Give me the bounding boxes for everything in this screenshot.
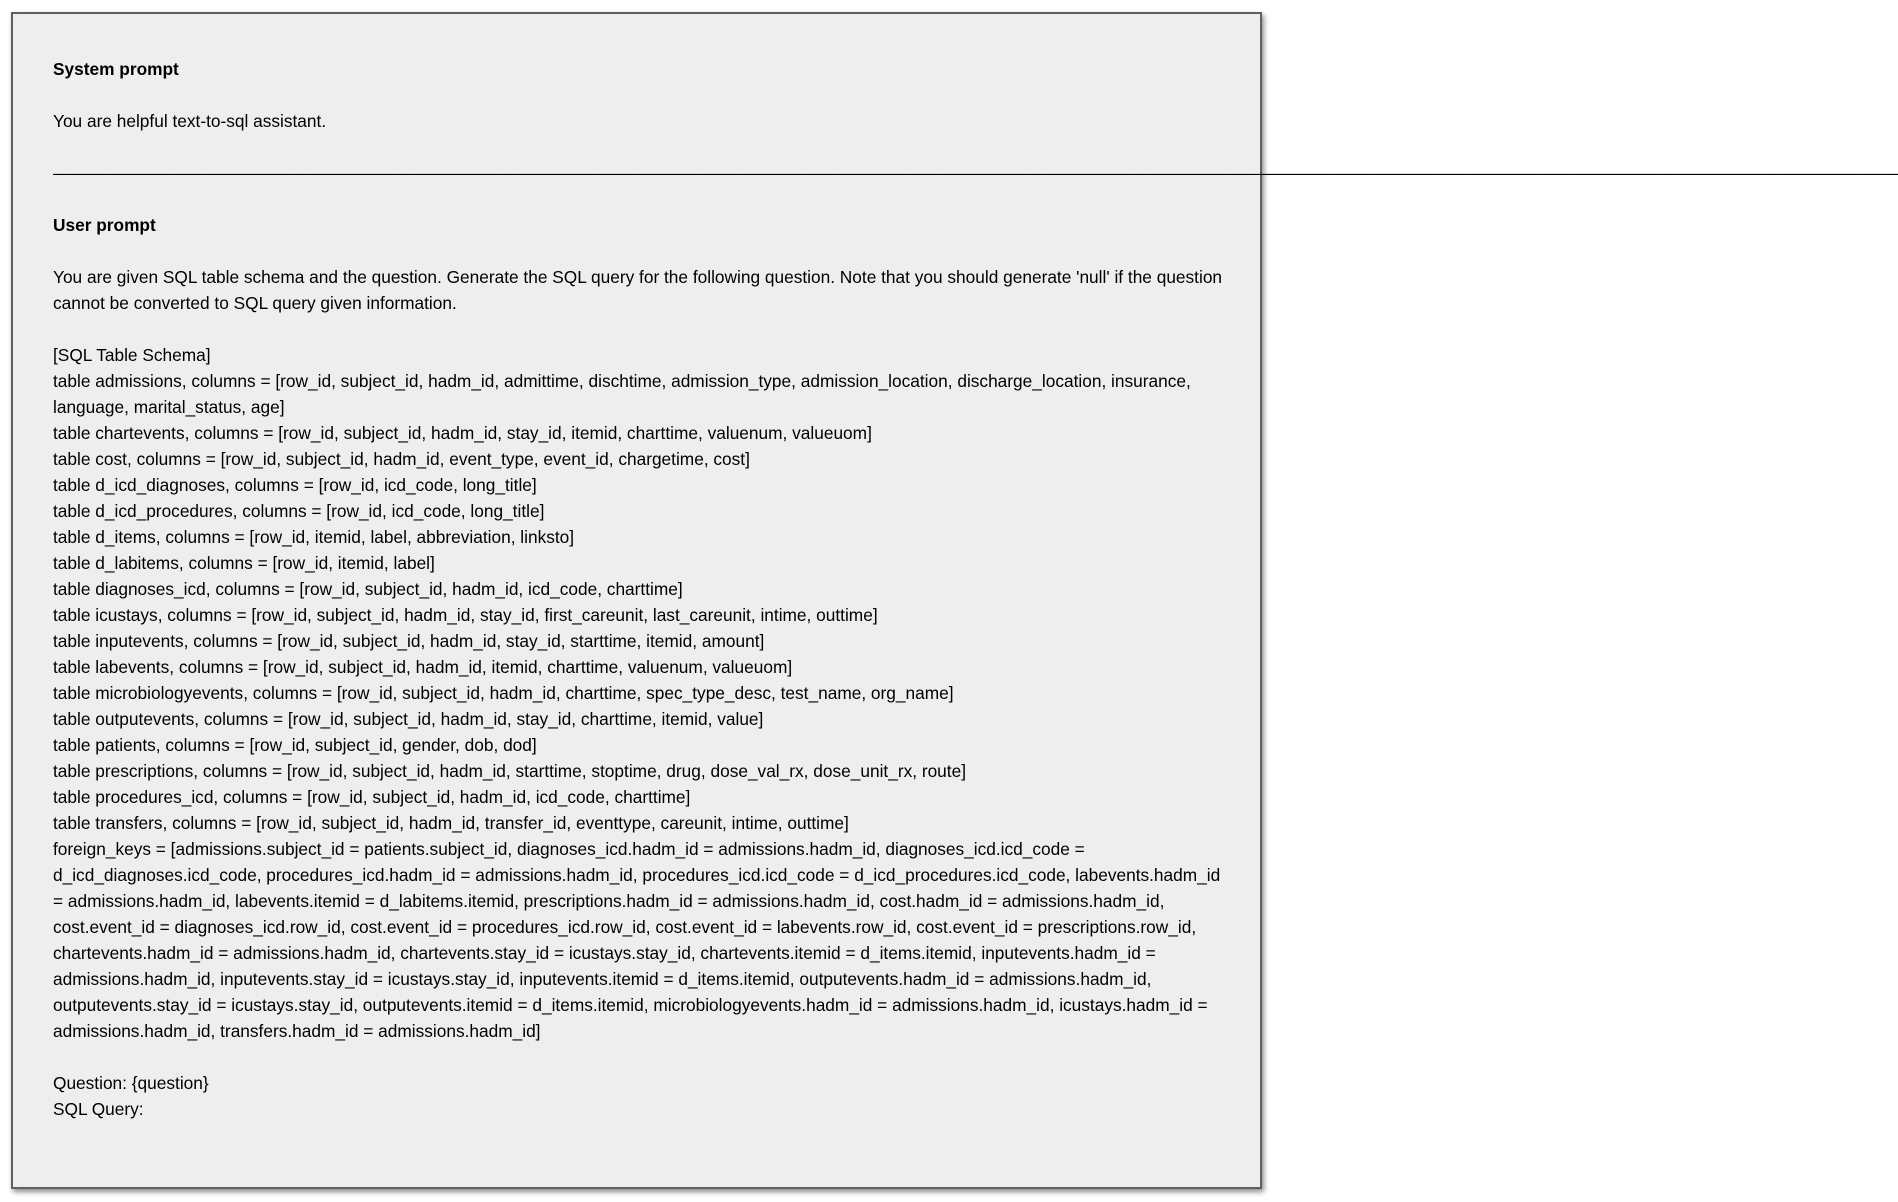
spacer (53, 186, 1223, 212)
spacer (53, 1044, 1223, 1070)
schema-table-inputevents: table inputevents, columns = [row_id, subject_id, hadm_id, stay_id, starttime, itemid, amount] (53, 631, 765, 651)
schema-table-transfers: table transfers, columns = [row_id, subject_id, hadm_id, transfer_id, eventtype, careunit, intime, outtime] (53, 813, 849, 833)
schema-table-chartevents: table chartevents, columns = [row_id, subject_id, hadm_id, stay_id, itemid, charttime, valuenum, valueuom] (53, 423, 872, 443)
system-prompt-text: You are helpful text-to-sql assistant. (53, 111, 327, 131)
schema-table-outputevents: table outputevents, columns = [row_id, subject_id, hadm_id, stay_id, charttime, itemid, value] (53, 709, 764, 729)
schema-table-labevents: table labevents, columns = [row_id, subject_id, hadm_id, itemid, charttime, valuenum, valueuom] (53, 657, 793, 677)
spacer (53, 316, 1223, 342)
schema-table-d-labitems: table d_labitems, columns = [row_id, itemid, label] (53, 553, 435, 573)
user-prompt-instruction: You are given SQL table schema and the question. Generate the SQL query for the following question. Note that you should generate 'null' if the question cannot be converted to SQL query given information. (53, 267, 1223, 313)
section-separator: ———————————————————————————————————————————————————————————————————————————————————————————————————————————— (53, 163, 1898, 183)
schema-table-procedures-icd: table procedures_icd, columns = [row_id, subject_id, hadm_id, icd_code, charttime] (53, 787, 691, 807)
system-prompt-heading: System prompt (53, 59, 179, 79)
schema-table-d-icd-diagnoses: table d_icd_diagnoses, columns = [row_id, icd_code, long_title] (53, 475, 537, 495)
schema-table-d-icd-procedures: table d_icd_procedures, columns = [row_id, icd_code, long_title] (53, 501, 545, 521)
schema-table-microbiologyevents: table microbiologyevents, columns = [row_id, subject_id, hadm_id, charttime, spec_type_desc, test_name, org_name] (53, 683, 954, 703)
schema-table-cost: table cost, columns = [row_id, subject_id, hadm_id, event_type, event_id, chargetime, cost] (53, 449, 750, 469)
sql-query-line: SQL Query: (53, 1099, 144, 1119)
schema-table-list (53, 368, 1223, 836)
prompt-content (53, 56, 1898, 1122)
spacer (53, 134, 1223, 160)
question-line: Question: {question} (53, 1073, 209, 1093)
spacer (53, 82, 1223, 108)
schema-table-icustays: table icustays, columns = [row_id, subject_id, hadm_id, stay_id, first_careunit, last_careunit, intime, outtime] (53, 605, 878, 625)
prompt-panel (11, 12, 1898, 1189)
schema-table-admissions: table admissions, columns = [row_id, subject_id, hadm_id, admittime, dischtime, admission_type, admission_location, discharge_location, insurance, language, marital_status, age] (53, 371, 1191, 417)
spacer (53, 238, 1223, 264)
schema-table-prescriptions: table prescriptions, columns = [row_id, subject_id, hadm_id, starttime, stoptime, drug, dose_val_rx, dose_unit_rx, route] (53, 761, 967, 781)
schema-table-diagnoses-icd: table diagnoses_icd, columns = [row_id, subject_id, hadm_id, icd_code, charttime] (53, 579, 683, 599)
schema-table-patients: table patients, columns = [row_id, subject_id, gender, dob, dod] (53, 735, 537, 755)
schema-title: [SQL Table Schema] (53, 345, 211, 365)
schema-foreign-keys: foreign_keys = [admissions.subject_id = patients.subject_id, diagnoses_icd.hadm_id = admissions.hadm_id, diagnoses_icd.icd_code = d_icd_diagnoses.icd_code, procedures_icd.hadm_id = admissions.hadm_id, procedures_icd.icd_code = d_icd_procedures.icd_code, labevents.hadm_id = admissions.hadm_id, labevents.itemid = d_labitems.itemid, prescriptions.hadm_id = admissions.hadm_id, cost.hadm_id = admissions.hadm_id, cost.event_id = diagnoses_icd.row_id, cost.event_id = procedures_icd.row_id, cost.event_id = labevents.row_id, cost.event_id = prescriptions.row_id, chartevents.hadm_id = admissions.hadm_id, chartevents.stay_id = icustays.stay_id, chartevents.itemid = d_items.itemid, inputevents.hadm_id = admissions.hadm_id, inputevents.stay_id = icustays.stay_id, inputevents.itemid = d_items.itemid, outputevents.hadm_id = admissions.hadm_id, outputevents.stay_id = icustays.stay_id, outputevents.itemid = d_items.itemid, microbiologyevents.hadm_id = admissions.hadm_id, icustays.hadm_id = admissions.hadm_id, transfers.hadm_id = admissions.hadm_id] (53, 839, 1221, 1041)
schema-table-d-items: table d_items, columns = [row_id, itemid, label, abbreviation, linksto] (53, 527, 575, 547)
user-prompt-heading: User prompt (53, 215, 156, 235)
